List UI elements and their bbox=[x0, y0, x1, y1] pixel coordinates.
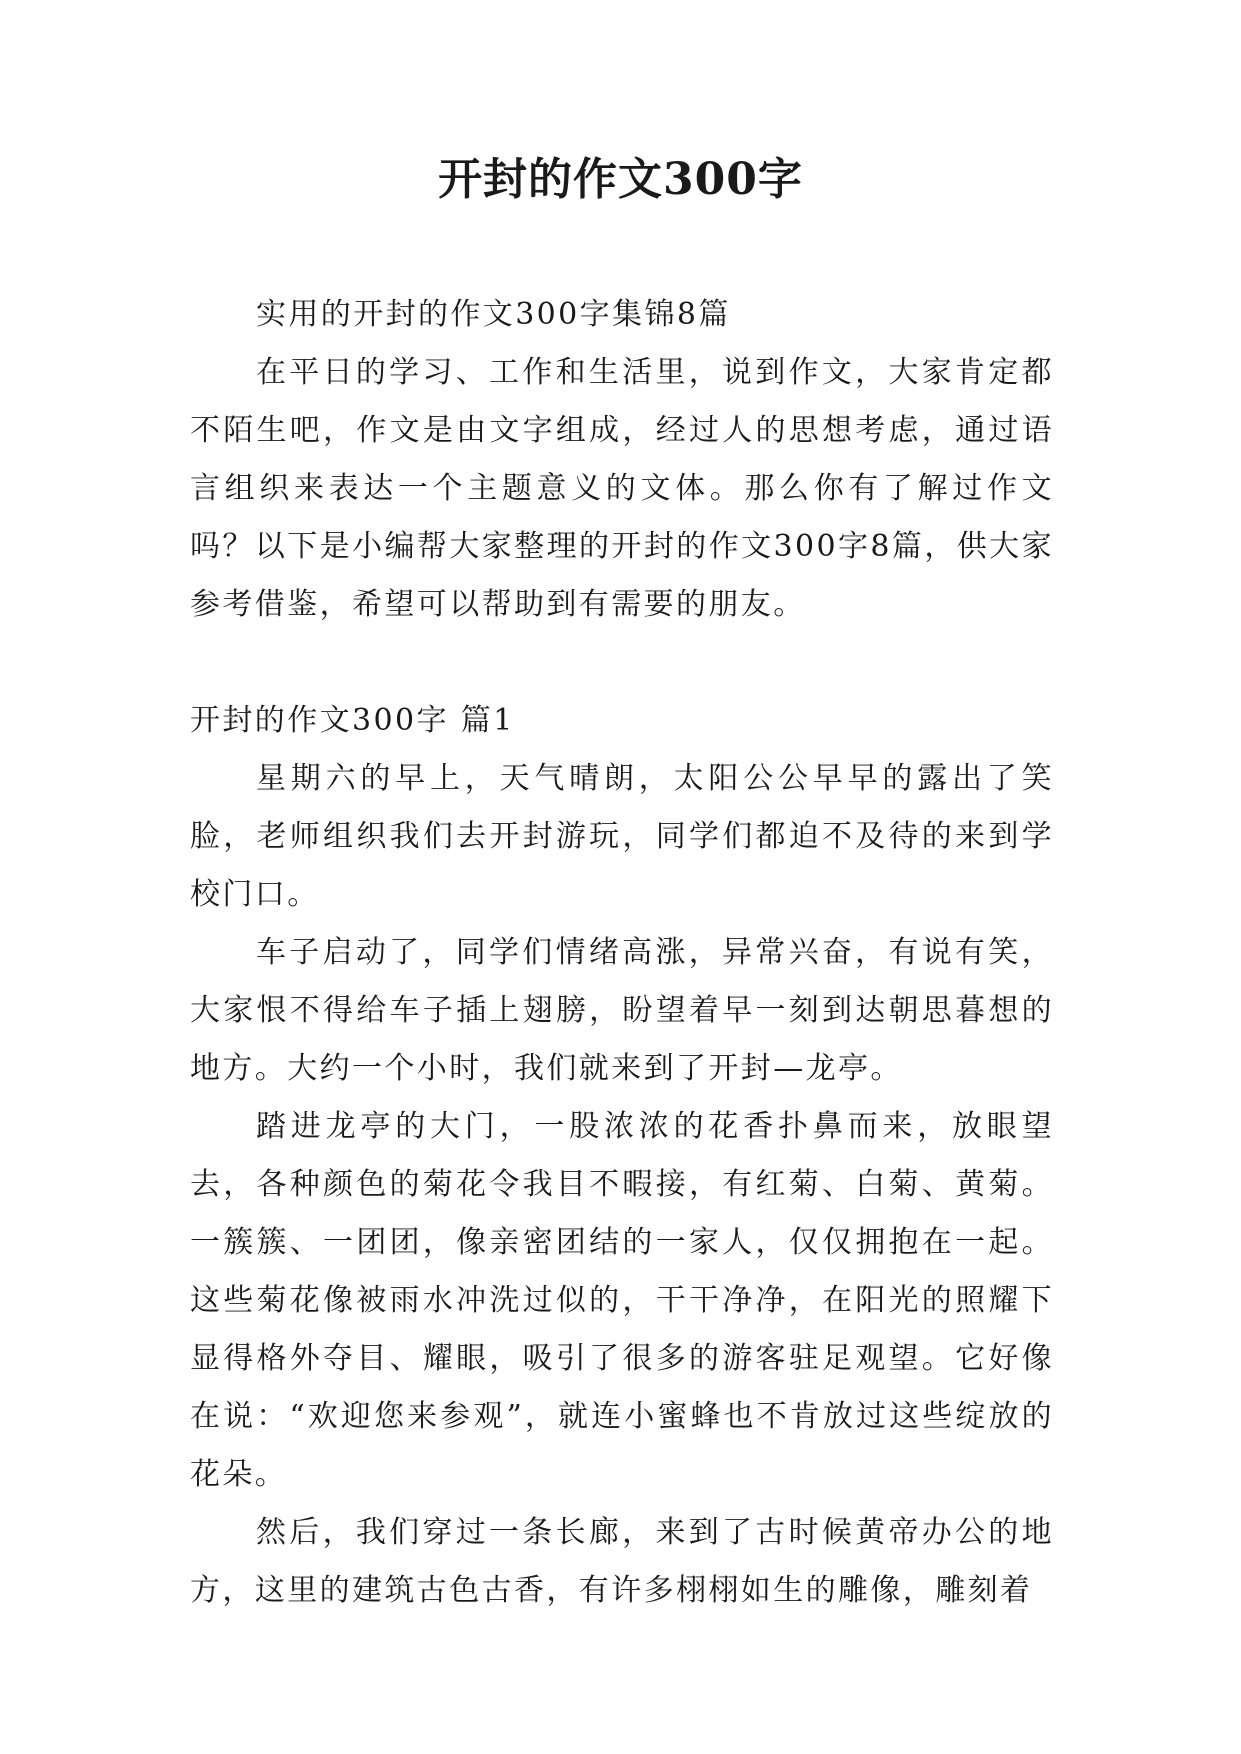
body-paragraph-3: 踏进龙亭的大门，一股浓浓的花香扑鼻而来，放眼望去，各种颜色的菊花令我目不暇接，有红菊、白菊、黄菊。一簇簇、一团团，像亲密团结的一家人，仅仅拥抱在一起。这些菊花像被雨水冲洗过似的，干干净净，在阳光的照耀下显得格外夺目、耀眼，吸引了很多的游客驻足观望。它好像在说：“欢迎您来参观”，就连小蜜蜂也不肯放过这些绽放的花朵。 bbox=[190, 1109, 1054, 1492]
document-subtitle: 实用的开封的作文300字集锦8篇 bbox=[256, 297, 731, 332]
body-paragraph-2: 车子启动了，同学们情绪高涨，异常兴奋，有说有笑，大家恨不得给车子插上翅膀，盼望着早一刻到达朝思暮想的地方。大约一个小时，我们就来到了开封—龙亭。 bbox=[190, 935, 1054, 1086]
document-body bbox=[190, 286, 1054, 1620]
document-title: 开封的作文300字 bbox=[438, 154, 803, 205]
section-heading: 开封的作文300字 篇1 bbox=[190, 703, 515, 738]
body-paragraph-1: 星期六的早上，天气晴朗，太阳公公早早的露出了笑脸，老师组织我们去开封游玩，同学们都迫不及待的来到学校门口。 bbox=[190, 761, 1054, 912]
intro-paragraph: 在平日的学习、工作和生活里，说到作文，大家肯定都不陌生吧，作文是由文字组成，经过人的思想考虑，通过语言组织来表达一个主题意义的文体。那么你有了解过作文吗？以下是小编帮大家整理的开封的作文300字8篇，供大家参考借鉴，希望可以帮助到有需要的朋友。 bbox=[190, 355, 1054, 622]
body-paragraph-4: 然后，我们穿过一条长廊，来到了古时候黄帝办公的地方，这里的建筑古色古香，有许多栩栩如生的雕像，雕刻着 bbox=[190, 1515, 1054, 1608]
